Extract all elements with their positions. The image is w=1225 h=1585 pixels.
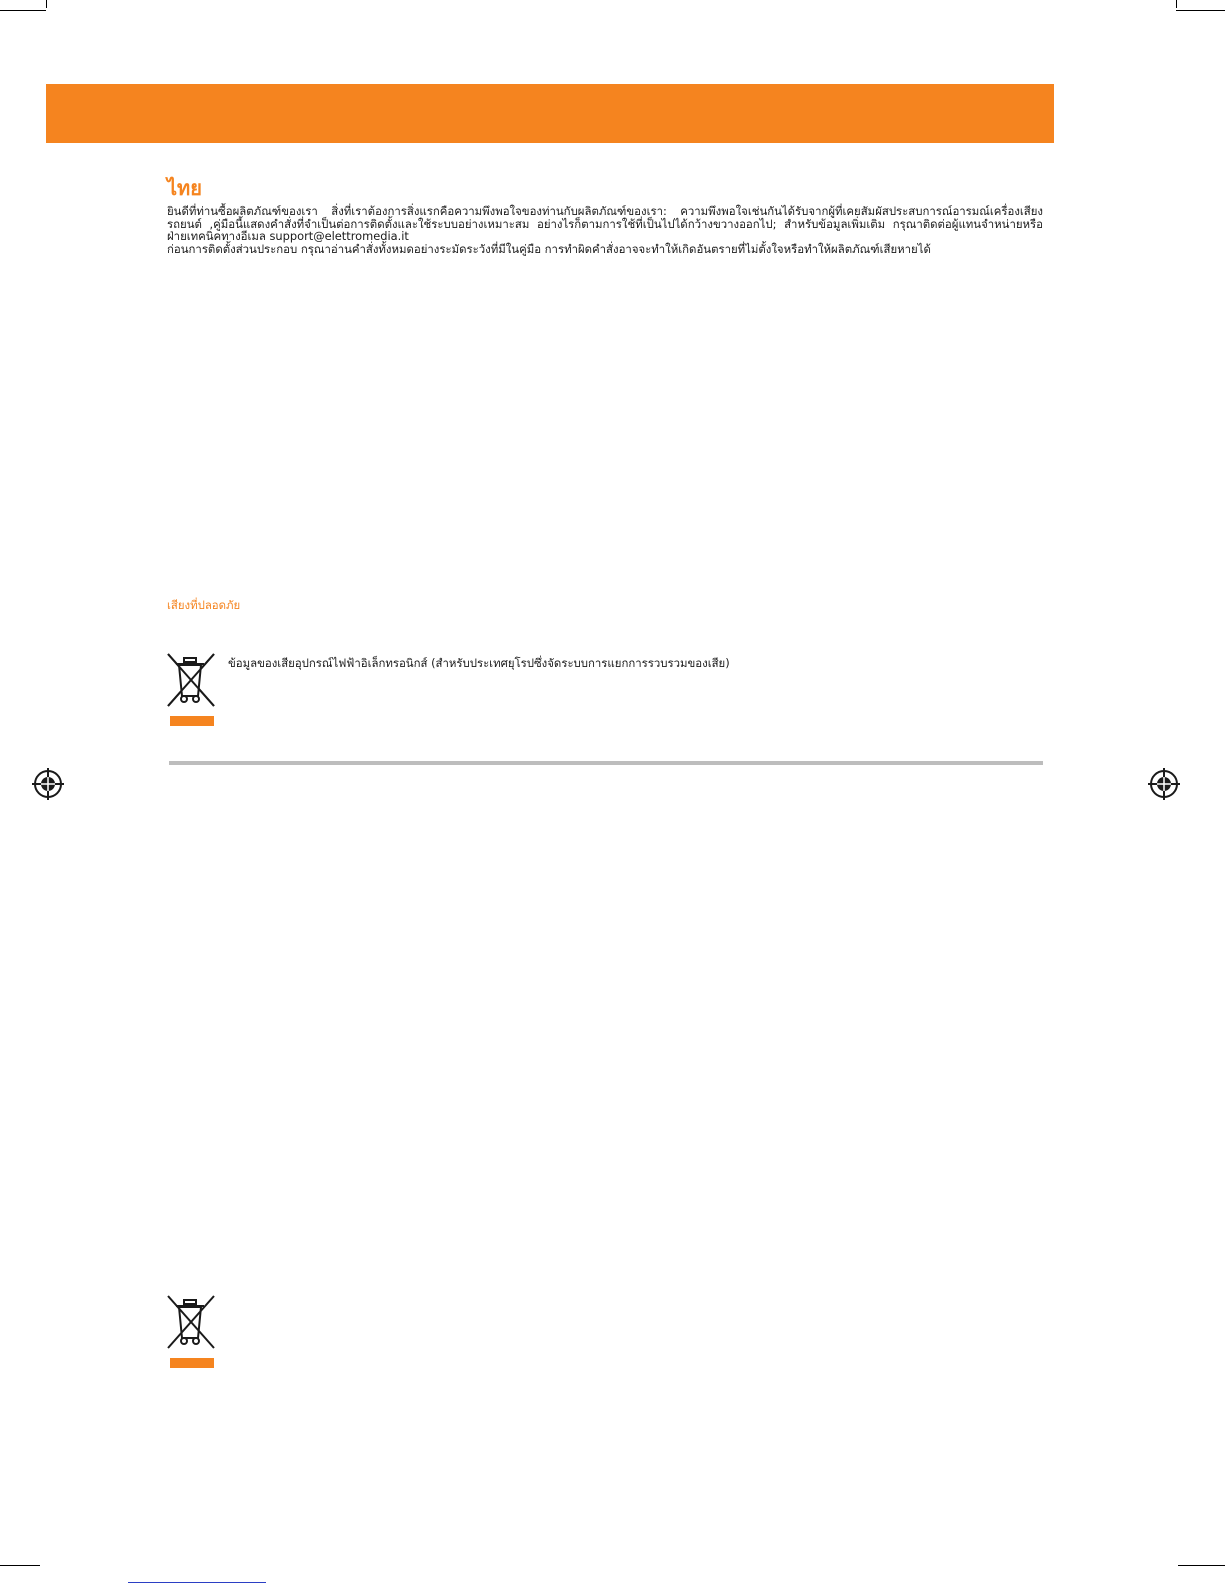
- language-heading: ไทย: [167, 176, 202, 200]
- crop-mark: [46, 0, 47, 8]
- crop-mark: [1176, 10, 1225, 11]
- header-band: [46, 84, 1054, 143]
- weee-bin-icon: [166, 1294, 218, 1370]
- weee-bin-icon: [166, 652, 218, 728]
- intro-paragraph: ยินดีที่ท่านซื้อผลิตภัณฑ์ของเรา สิ่งที่เราต้องการสิ่งแรกคือความพึงพอใจของท่านกับผลิตภัณฑ์ของเรา: ความพึงพอใจเช่นกันได้รับจากผู้ที่เคยสัมผัสประสบการณ์อารมณ์เครื่องเสียงรถยนต์ ,คู่มือนี้แสดงคำสั่งที่จำเป็นต่อการติดตั้งและใช้ระบบอย่างเหมาะสม อย่างไรก็ตามการใช้ที่เป็นไปได้กว้างขวางออกไป; สำหรับข้อมูลเพิ่มเติม กรุณาติดต่อผู้แทนจำหน่ายหรือฝ่ายเทคนิคทางอีเมล support@elettromedia.it: [167, 204, 1043, 243]
- intro-paragraph: ก่อนการติดตั้งส่วนประกอบ กรุณาอ่านคำสั่งทั้งหมดอย่างระมัดระวังที่มีในคู่มือ การทำผิดคำสั่งอาจจะทำให้เกิดอันตรายที่ไม่ตั้งใจหรือทำให้ผลิตภัณฑ์เสียหายได้: [167, 241, 931, 256]
- registration-mark-icon: [32, 768, 64, 804]
- registration-mark-icon: [1148, 768, 1180, 804]
- intro-text: [167, 205, 1043, 255]
- weee-note: ข้อมูลของเสียอุปกรณ์ไฟฟ้าอิเล็กทรอนิกส์ (สำหรับประเทศยุโรปซึ่งจัดระบบการแยกการรวบรวมของเสีย): [228, 656, 730, 670]
- footer-rule: [128, 1582, 266, 1583]
- crop-mark: [1176, 0, 1177, 8]
- section-divider: [169, 761, 1043, 765]
- safe-sound-title: เสียงที่ปลอดภัย: [167, 598, 241, 612]
- crop-mark: [0, 10, 46, 11]
- crop-mark: [0, 1565, 40, 1566]
- crop-mark: [1178, 1565, 1225, 1566]
